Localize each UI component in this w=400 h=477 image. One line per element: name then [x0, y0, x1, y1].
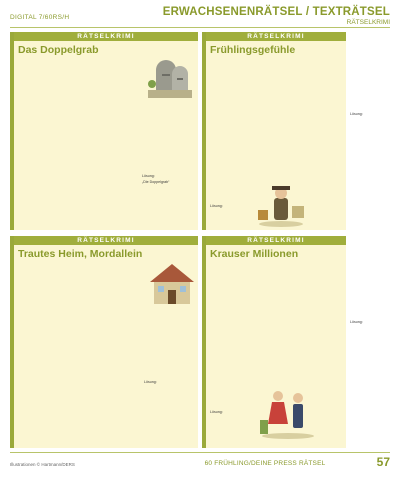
header-subtitle: RÄTSELKRIMI — [346, 19, 390, 26]
crime-card-fruehlingsgefuehle — [202, 32, 346, 230]
header-title: ERWACHSENENRÄTSEL / TEXTRÄTSEL — [162, 6, 390, 18]
card-body-text — [18, 58, 138, 226]
solution-label: Lösung: — [210, 204, 223, 208]
crime-card-krauser-millionen — [202, 236, 346, 448]
page-number: 57 — [376, 455, 390, 469]
solution-label: Lösung: — [144, 380, 157, 384]
card-body-text — [18, 262, 140, 444]
card-band: RÄTSELKRIMI — [206, 236, 346, 245]
card-title: Trautes Heim, Mordallein — [18, 248, 143, 260]
card-band: RÄTSELKRIMI — [14, 32, 198, 41]
card-solution — [210, 204, 250, 228]
solution-label: Lösung: — [350, 320, 363, 324]
solution-label: Lösung: — [142, 174, 155, 178]
crime-card-doppelgrab — [10, 32, 198, 230]
card-body-text — [210, 58, 344, 184]
footer-section-label: 60 FRÜHLING/DEINE PRESS RÄTSEL — [204, 460, 326, 467]
gravestone-illustration-icon — [142, 54, 196, 102]
card-solution — [210, 410, 252, 444]
footer-rule — [10, 452, 390, 453]
card-band: RÄTSELKRIMI — [206, 32, 346, 41]
solution-label: Lösung: — [210, 410, 223, 414]
header-rule — [10, 27, 390, 28]
crime-card-trautes-heim — [10, 236, 198, 448]
header-issue-label: DIGITAL 7/60RS/H — [10, 14, 70, 21]
footer-credit: Illustrationen © Hartmann/DERS — [10, 462, 75, 467]
card-title: Krauser Millionen — [210, 248, 299, 260]
solution-label: Lösung: — [350, 112, 363, 116]
house-illustration-icon — [146, 258, 198, 308]
side-solution-note-2 — [350, 320, 392, 444]
card-body-text — [210, 262, 344, 388]
card-band: RÄTSELKRIMI — [14, 236, 198, 245]
detective-illustration-icon — [252, 184, 310, 228]
solution-text: „Die Doppelgrab“ — [142, 179, 170, 184]
card-title: Das Doppelgrab — [18, 44, 99, 56]
card-solution — [144, 380, 198, 444]
card-solution — [142, 174, 198, 226]
side-solution-note-1 — [350, 112, 392, 222]
card-title: Frühlingsgefühle — [210, 44, 296, 56]
dancers-illustration-icon — [256, 386, 320, 440]
